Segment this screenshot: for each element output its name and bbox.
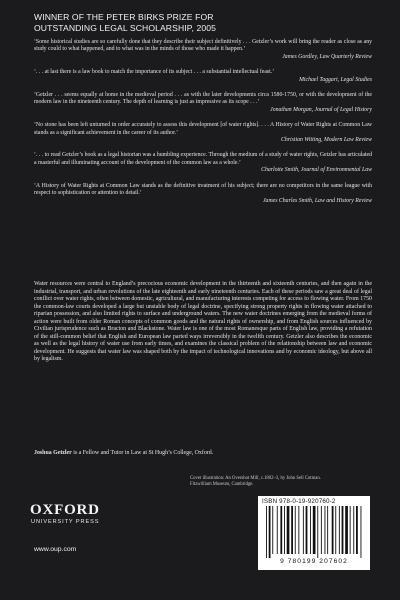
review-source: Michael Taggart, Legal Studies (299, 76, 372, 83)
barcode-bar (350, 506, 351, 554)
review-quote: ‘No stone has been left unturned in order accurately to assess this development [of water rights]. . . . A History of Water Rights at Common Law stands as a significant achievement in the career of its author.’ (34, 122, 372, 136)
review-quote: ‘Some historical studies are so carefully done that they describe their subject definitively . . . Getzler’s work will bring the reader as close as any study could to what happened, and to what was in the minds of those who made it happen.’ (34, 39, 372, 53)
review-source: Charlotte Smith, Journal of Environmental Law (261, 167, 372, 174)
review-source: Jonathan Morgan, Journal of Legal History (270, 106, 372, 113)
barcode-bar (332, 506, 334, 554)
prize-line-1: WINNER OF THE PETER BIRKS PRIZE FOR (34, 12, 214, 22)
cover-credit-line-1: Cover illustration: An Overshot Mill, c.1802–3, by John Sell Cotman. (190, 476, 321, 481)
author-bio-text: is a Fellow and Tutor in Law at St Hugh’s College, Oxford. (71, 450, 214, 456)
publisher-url[interactable]: www.oup.com (34, 546, 77, 553)
barcode-bar (342, 506, 344, 554)
barcode-number: 9 780199 207602 (280, 558, 348, 565)
barcode-bar (277, 506, 278, 554)
review-quote: ‘. . . to read Getzler’s book as a legal historian was a humbling experience. Through the medium of a study of water rights, Getzler has articulated a masterful and illuminating account of the development of the common law as a whole.’ (34, 152, 372, 166)
barcode-bar (280, 506, 282, 554)
review-quote: ‘. . . at last there is a law book to match the importance of its subject . . . a substantial intellectual feast.’ (34, 69, 275, 76)
barcode-bar (303, 506, 304, 554)
barcode-bar (284, 506, 285, 554)
barcode-icon (264, 506, 364, 558)
barcode-bar (356, 506, 358, 554)
review-item (34, 92, 372, 114)
barcode-bar (269, 506, 271, 558)
barcode-bar (327, 506, 328, 554)
barcode-bar (313, 506, 316, 554)
barcode-bar (325, 506, 326, 554)
isbn-box (258, 496, 370, 570)
review-item (34, 152, 372, 174)
isbn-label: ISBN 978-0-19-920760-2 (262, 498, 336, 505)
review-source: Christian Witting, Modern Law Review (281, 137, 372, 144)
barcode-bar (298, 506, 299, 554)
book-description: Water resources were central to England’s precocious economic development in the thirteenth and sixteenth centuries, and then again in the industrial, transport, and urban revolutions of the late eighteenth and early nineteenth centuries. Each of these periods saw a great deal of legal conflict over water rights, often between domestic, agricultural, and manufacturing interests competing for access to flowing water. From 1750 the common-law courts developed a large but unstable body of legal doctrine, specifying strong property rights in flowing water attached to riparian possession, and also limited rights to surface and underground waters. The new water doctrines emerging from the medieval forms of action were built from older Roman concepts of common goods and the natural rights of ownership, and from English sources influenced by Civilian jurisprudence such as Bracton and Blackstone. Water law is one of the most Romanesque parts of English law, providing a refutation of the still-common belief that English and European law parted ways irreversibly in the twelfth century. Getzler also describes the economic as well as the legal history of water use from early times, and examines the classical problem of the relationship between law and economic development. He suggests that water law was shaped both by the impact of technological innovations and by economic ideology, but above all by legalism. (34, 281, 372, 362)
barcode-bar (321, 506, 322, 554)
barcode-bar (310, 506, 311, 554)
review-source: James Charles Smith, Law and History Review (262, 197, 372, 204)
review-item (34, 39, 372, 61)
review-item (34, 69, 372, 84)
barcode-bar (339, 506, 340, 554)
barcode-bar (287, 506, 290, 554)
review-quote: ‘A History of Water Rights at Common Law stands as the definitive treatment of his subject; there are no competitors in the same league with respect to sophistication or attention to detail.’ (34, 182, 372, 197)
barcode-bar (353, 506, 354, 554)
review-quote: ‘Getzler . . . seems equally at home in the medieval period . . . as with the later developments circa 1580-1750, or with the development of the modern law in the nineteenth century. The depth of learning is just as impressive as its scope . . .’ (34, 92, 372, 106)
review-list (34, 39, 372, 213)
author-bio (34, 450, 372, 458)
cover-credit (190, 476, 372, 488)
prize-line-2: OUTSTANDING LEGAL SCHOLARSHIP, 2005 (34, 23, 216, 33)
review-source: James Gordley, Law Quarterly Review (282, 53, 372, 60)
barcode-bar (335, 506, 336, 554)
barcode-bar (291, 506, 293, 554)
barcode-bar (295, 506, 296, 554)
barcode-bar (272, 506, 273, 554)
publisher-logo (30, 502, 120, 525)
barcode-bar (345, 506, 348, 554)
review-item (34, 122, 372, 144)
barcode-bar (317, 506, 318, 558)
publisher-name: OXFORD (30, 502, 100, 518)
review-item (34, 183, 372, 205)
barcode-bar (306, 506, 308, 554)
cover-credit-line-2: Fitzwilliam Museum, Cambridge. (190, 482, 254, 487)
prize-heading (34, 12, 374, 34)
barcode-bar (266, 506, 267, 558)
author-name: Joshua Getzler (34, 450, 72, 456)
publisher-subtitle: UNIVERSITY PRESS (31, 519, 100, 525)
barcode-bar (361, 506, 362, 558)
